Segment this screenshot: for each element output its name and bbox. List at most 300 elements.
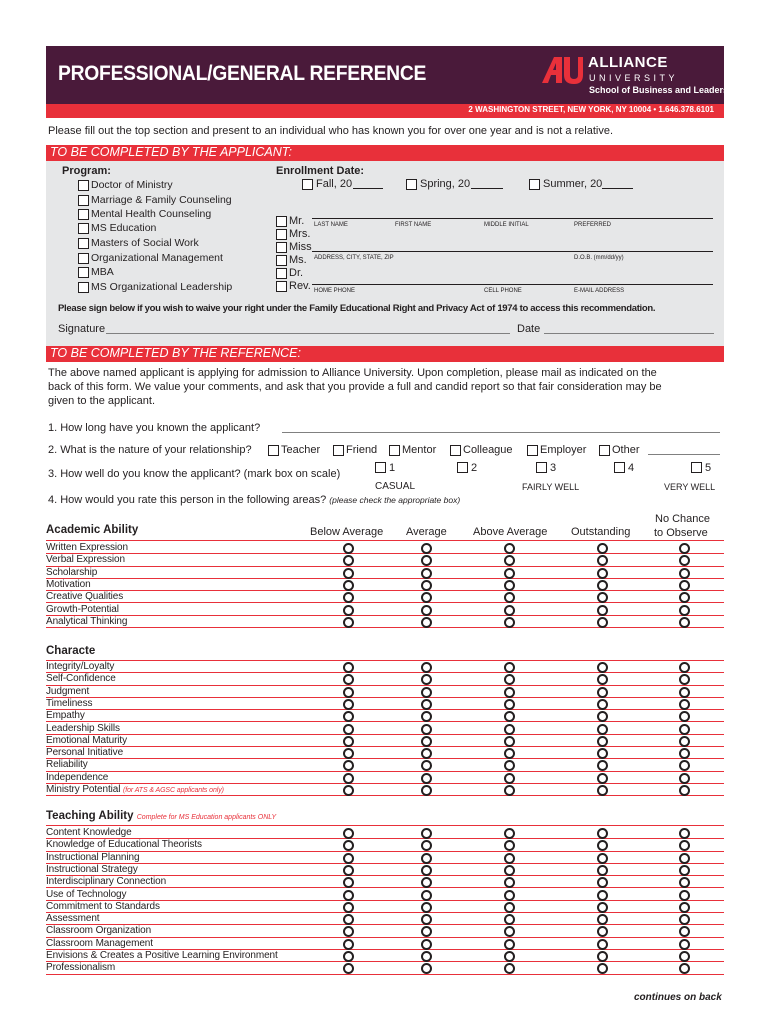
relationship-checkbox[interactable] [527,445,538,456]
reference-intro-line: given to the applicant. [48,395,156,407]
radio-above-average[interactable] [504,902,515,913]
reference-section-bar [46,346,724,362]
title-label: Ms. [289,254,307,266]
radio-below-average[interactable] [343,674,354,685]
radio-no-chance[interactable] [679,760,690,771]
radio-no-chance[interactable] [679,951,690,962]
radio-no-chance[interactable] [679,568,690,579]
relationship-label: Mentor [402,444,437,456]
radio-average[interactable] [421,840,432,851]
rating-row [46,913,724,925]
radio-average[interactable] [421,724,432,735]
radio-average[interactable] [421,902,432,913]
radio-above-average[interactable] [504,605,515,616]
radio-average[interactable] [421,939,432,950]
radio-outstanding[interactable] [597,711,608,722]
ministry-note: (for ATS & AGSC applicants only) [123,787,224,794]
relationship-label: Other [612,444,640,456]
radio-outstanding[interactable] [597,662,608,673]
radio-below-average[interactable] [343,555,354,566]
enrollment-fall-line[interactable] [353,188,383,189]
radio-below-average[interactable] [343,902,354,913]
radio-no-chance[interactable] [679,605,690,616]
rating-row [46,567,724,579]
radio-below-average[interactable] [343,711,354,722]
scale-label: 4 [628,462,635,474]
reference-section-title: TO BE COMPLETED BY THE REFERENCE: [50,346,301,360]
rating-row [46,542,724,554]
title-checkbox[interactable] [276,255,287,266]
radio-outstanding[interactable] [597,605,608,616]
form-title: PROFESSIONAL/GENERAL REFERENCE [58,62,427,85]
intro-text: Please fill out the top section and present to an individual who has known you for over one year and is not a relative. [48,125,614,137]
scale-checkbox[interactable] [375,462,386,473]
radio-no-chance[interactable] [679,748,690,759]
radio-outstanding[interactable] [597,877,608,888]
radio-below-average[interactable] [343,877,354,888]
radio-above-average[interactable] [504,724,515,735]
enrollment-summer-line[interactable] [602,188,633,189]
header-to-observe: to Observe [654,527,708,539]
rating-row-label: Personal Initiative [46,747,124,759]
radio-below-average[interactable] [343,865,354,876]
radio-no-chance[interactable] [679,724,690,735]
radio-no-chance[interactable] [679,674,690,685]
rating-row-label: Reliability [46,759,88,771]
radio-above-average[interactable] [504,840,515,851]
radio-below-average[interactable] [343,785,354,796]
radio-no-chance[interactable] [679,711,690,722]
radio-above-average[interactable] [504,674,515,685]
header-below-average: Below Average [310,526,384,538]
relationship-checkbox[interactable] [333,445,344,456]
radio-no-chance[interactable] [679,939,690,950]
relationship-checkbox[interactable] [450,445,461,456]
radio-average[interactable] [421,773,432,784]
middle-initial-caption: MIDDLE INITIAL [484,222,529,228]
radio-below-average[interactable] [343,963,354,974]
radio-above-average[interactable] [504,963,515,974]
radio-above-average[interactable] [504,877,515,888]
radio-above-average[interactable] [504,580,515,591]
rating-row-label: Assessment [46,913,100,925]
logo-name: ALLIANCE [588,54,668,71]
checkbox[interactable] [78,209,89,220]
radio-above-average[interactable] [504,592,515,603]
radio-outstanding[interactable] [597,687,608,698]
radio-below-average[interactable] [343,828,354,839]
radio-below-average[interactable] [343,592,354,603]
scale-casual: CASUAL [375,481,416,492]
radio-no-chance[interactable] [679,877,690,888]
header-average: Average [406,526,447,538]
radio-no-chance[interactable] [679,963,690,974]
title-label: Miss [289,241,312,253]
scale-very-well: VERY WELL [664,482,716,492]
applicant-section-bar [46,145,724,161]
rating-row-label: Independence [46,771,109,783]
radio-outstanding[interactable] [597,760,608,771]
contact-line[interactable] [312,284,713,285]
radio-no-chance[interactable] [679,592,690,603]
radio-average[interactable] [421,699,432,710]
relationship-label: Employer [540,444,587,456]
radio-no-chance[interactable] [679,687,690,698]
academic-ability-title: Academic Ability [46,524,139,536]
radio-above-average[interactable] [504,773,515,784]
radio-average[interactable] [421,543,432,554]
radio-no-chance[interactable] [679,865,690,876]
rating-row [46,784,724,796]
radio-average[interactable] [421,662,432,673]
radio-no-chance[interactable] [679,773,690,784]
radio-no-chance[interactable] [679,617,690,628]
radio-no-chance[interactable] [679,828,690,839]
email-caption: E-MAIL ADDRESS [574,288,625,294]
section-divider [46,540,724,541]
rating-row [46,759,724,771]
title-label: Mr. [289,215,305,227]
radio-outstanding[interactable] [597,939,608,950]
rating-row-label: Growth-Potential [46,603,119,615]
radio-average[interactable] [421,592,432,603]
last-name-caption: LAST NAME [314,222,348,228]
radio-above-average[interactable] [504,555,515,566]
radio-outstanding[interactable] [597,840,608,851]
radio-below-average[interactable] [343,914,354,925]
radio-no-chance[interactable] [679,555,690,566]
checkbox[interactable] [78,223,89,234]
rating-row [46,661,724,673]
scale-label: 5 [705,462,712,474]
rating-row [46,839,724,851]
radio-no-chance[interactable] [679,890,690,901]
radio-average[interactable] [421,674,432,685]
radio-outstanding[interactable] [597,580,608,591]
rating-row [46,616,724,628]
radio-average[interactable] [421,748,432,759]
radio-below-average[interactable] [343,580,354,591]
radio-outstanding[interactable] [597,592,608,603]
rating-row-label: Knowledge of Educational Theorists [46,839,202,851]
radio-average[interactable] [421,605,432,616]
radio-average[interactable] [421,736,432,747]
radio-above-average[interactable] [504,662,515,673]
rating-row-label: Empathy [46,710,85,722]
radio-outstanding[interactable] [597,890,608,901]
signature-line[interactable] [106,333,510,334]
rating-row-label: Analytical Thinking [46,615,128,627]
radio-below-average[interactable] [343,617,354,628]
home-phone-caption: HOME PHONE [314,288,356,294]
rating-row [46,554,724,566]
radio-above-average[interactable] [504,736,515,747]
radio-average[interactable] [421,555,432,566]
radio-below-average[interactable] [343,760,354,771]
radio-outstanding[interactable] [597,555,608,566]
checkbox[interactable] [78,180,89,191]
radio-average[interactable] [421,580,432,591]
rating-row [46,772,724,784]
enrollment-fall-checkbox[interactable] [302,179,313,190]
scale-checkbox[interactable] [691,462,702,473]
radio-above-average[interactable] [504,926,515,937]
radio-outstanding[interactable] [597,926,608,937]
rating-row [46,735,724,747]
radio-no-chance[interactable] [679,736,690,747]
radio-above-average[interactable] [504,828,515,839]
relationship-checkbox[interactable] [268,445,279,456]
radio-no-chance[interactable] [679,926,690,937]
rating-row-label: Instructional Strategy [46,863,138,875]
rating-row [46,950,724,962]
relationship-checkbox[interactable] [389,445,400,456]
enrollment-label: Enrollment Date: [276,165,365,177]
radio-outstanding[interactable] [597,674,608,685]
scale-checkbox[interactable] [536,462,547,473]
radio-below-average[interactable] [343,773,354,784]
title-checkbox[interactable] [276,268,287,279]
radio-below-average[interactable] [343,748,354,759]
logo-university: UNIVERSITY [589,73,679,83]
title-checkbox[interactable] [276,216,287,227]
radio-no-chance[interactable] [679,580,690,591]
other-line[interactable] [648,454,720,455]
radio-no-chance[interactable] [679,914,690,925]
radio-no-chance[interactable] [679,543,690,554]
alliance-logo [540,52,742,100]
radio-no-chance[interactable] [679,902,690,913]
scale-checkbox[interactable] [614,462,625,473]
radio-outstanding[interactable] [597,785,608,796]
rating-row [46,710,724,722]
radio-average[interactable] [421,828,432,839]
enrollment-summer-checkbox[interactable] [529,179,540,190]
relationship-checkbox[interactable] [599,445,610,456]
radio-below-average[interactable] [343,840,354,851]
checkbox[interactable] [78,267,89,278]
rating-row [46,876,724,888]
header-above-average: Above Average [473,526,548,538]
radio-average[interactable] [421,914,432,925]
radio-outstanding[interactable] [597,902,608,913]
rating-row-label: Motivation [46,578,91,590]
rating-row [46,901,724,913]
radio-below-average[interactable] [343,951,354,962]
title-label: Dr. [289,267,304,279]
radio-average[interactable] [421,853,432,864]
relationship-label: Colleague [463,444,513,456]
radio-average[interactable] [421,785,432,796]
scale-label: 1 [389,462,396,474]
title-checkbox[interactable] [276,229,287,240]
radio-above-average[interactable] [504,760,515,771]
address-bar [46,104,724,118]
question-3: 3. How well do you know the applicant? (mark box on scale) [48,468,341,480]
radio-outstanding[interactable] [597,963,608,974]
title-checkbox[interactable] [276,281,287,292]
radio-above-average[interactable] [504,687,515,698]
radio-above-average[interactable] [504,617,515,628]
radio-above-average[interactable] [504,914,515,925]
question-4: 4. How would you rate this person in the following areas? (please check the appropriate box) [48,494,461,506]
radio-below-average[interactable] [343,853,354,864]
radio-average[interactable] [421,568,432,579]
radio-below-average[interactable] [343,605,354,616]
enrollment-summer-label: Summer, 20 [543,178,603,190]
teaching-ability-title: Teaching Ability Complete for MS Education applicants ONLY [46,810,277,822]
rating-row [46,591,724,603]
rating-row-label: Leadership Skills [46,722,120,734]
scale-fairly-well: FAIRLY WELL [522,482,580,492]
radio-outstanding[interactable] [597,543,608,554]
rating-row [46,747,724,759]
header-banner [46,46,742,104]
reference-intro-line: back of this form. We value your comments, and ask that you provide a full and candid report so that fair consideration may be [48,381,662,393]
radio-no-chance[interactable] [679,662,690,673]
rating-row-label: Verbal Expression [46,554,125,566]
rating-row [46,673,724,685]
radio-above-average[interactable] [504,568,515,579]
radio-outstanding[interactable] [597,828,608,839]
enrollment-spring-checkbox[interactable] [406,179,417,190]
radio-above-average[interactable] [504,853,515,864]
enrollment-spring-label: Spring, 20 [420,178,471,190]
enrollment-fall-label: Fall, 20 [316,178,353,190]
radio-above-average[interactable] [504,748,515,759]
date-label: Date [517,323,541,335]
radio-above-average[interactable] [504,785,515,796]
radio-below-average[interactable] [343,926,354,937]
radio-average[interactable] [421,926,432,937]
radio-average[interactable] [421,760,432,771]
radio-average[interactable] [421,877,432,888]
radio-outstanding[interactable] [597,853,608,864]
scale-label: 3 [550,462,557,474]
radio-below-average[interactable] [343,736,354,747]
rating-row [46,938,724,950]
radio-outstanding[interactable] [597,865,608,876]
question-1: 1. How long have you known the applicant? [48,422,261,434]
character-title: Characte [46,645,96,657]
radio-outstanding[interactable] [597,568,608,579]
scale-checkbox[interactable] [457,462,468,473]
address-caption: ADDRESS, CITY, STATE, ZIP [314,255,394,261]
radio-outstanding[interactable] [597,748,608,759]
question-4-note: (please check the appropriate box) [329,495,461,505]
date-line[interactable] [544,333,714,334]
radio-above-average[interactable] [504,865,515,876]
rating-row-label: Classroom Management [46,937,153,949]
radio-outstanding[interactable] [597,773,608,784]
rating-row [46,925,724,937]
radio-average[interactable] [421,890,432,901]
radio-above-average[interactable] [504,939,515,950]
radio-below-average[interactable] [343,724,354,735]
radio-below-average[interactable] [343,687,354,698]
radio-outstanding[interactable] [597,617,608,628]
checkbox[interactable] [78,238,89,249]
radio-below-average[interactable] [343,939,354,950]
name-line[interactable] [312,218,713,219]
header-outstanding: Outstanding [571,526,631,538]
applicant-section-title: TO BE COMPLETED BY THE APPLICANT: [50,145,292,159]
radio-below-average[interactable] [343,543,354,554]
radio-above-average[interactable] [504,711,515,722]
rating-row-label: Interdisciplinary Connection [46,876,167,888]
rating-row-label: Scholarship [46,566,98,578]
continues-on-back: continues on back [634,992,722,1003]
teaching-note: Complete for MS Education applicants ONLY [136,814,277,821]
radio-below-average[interactable] [343,568,354,579]
rating-row [46,698,724,710]
preferred-caption: PREFERRED [574,222,612,228]
rating-row [46,889,724,901]
address-text: 2 WASHINGTON STREET, NEW YORK, NY 10004 • 1.646.378.6101 [468,105,714,114]
radio-average[interactable] [421,711,432,722]
radio-outstanding[interactable] [597,951,608,962]
address-line[interactable] [312,251,713,252]
radio-above-average[interactable] [504,543,515,554]
radio-average[interactable] [421,865,432,876]
radio-no-chance[interactable] [679,840,690,851]
rating-row [46,962,724,974]
title-checkbox[interactable] [276,242,287,253]
rating-row-label: Use of Technology [46,888,127,900]
question-1-answer-line[interactable] [282,432,720,433]
radio-outstanding[interactable] [597,736,608,747]
rating-row-label: Commitment to Standards [46,900,160,912]
enrollment-spring-line[interactable] [471,188,503,189]
relationship-label: Friend [346,444,378,456]
radio-average[interactable] [421,963,432,974]
radio-below-average[interactable] [343,699,354,710]
radio-above-average[interactable] [504,890,515,901]
rating-row-label: Instructional Planning [46,851,140,863]
radio-no-chance[interactable] [679,853,690,864]
title-label: Rev. [289,280,311,292]
radio-below-average[interactable] [343,662,354,673]
rating-row-label: Envisions & Creates a Positive Learning Environment [46,950,278,961]
checkbox[interactable] [78,253,89,264]
radio-average[interactable] [421,617,432,628]
rating-row-label: Written Expression [46,542,128,553]
rating-row-label: Emotional Maturity [46,734,128,746]
radio-average[interactable] [421,951,432,962]
radio-above-average[interactable] [504,699,515,710]
radio-no-chance[interactable] [679,785,690,796]
radio-average[interactable] [421,687,432,698]
rating-row-label: Judgment [46,685,90,697]
rating-row [46,579,724,591]
rating-row-label: Integrity/Loyalty [46,661,115,672]
checkbox[interactable] [78,282,89,293]
radio-below-average[interactable] [343,890,354,901]
radio-outstanding[interactable] [597,914,608,925]
rating-row [46,723,724,735]
rating-row-label: Ministry Potential (for ATS & AGSC applicants only) [46,784,224,795]
signature-label: Signature [58,323,106,335]
checkbox[interactable] [78,195,89,206]
alliance-logo-icon [540,55,584,85]
radio-no-chance[interactable] [679,699,690,710]
rating-row [46,864,724,876]
radio-outstanding[interactable] [597,724,608,735]
reference-intro-line: The above named applicant is applying for admission to Alliance University. Upon completion, please mail as indicated on the [48,367,657,379]
radio-above-average[interactable] [504,951,515,962]
radio-outstanding[interactable] [597,699,608,710]
rating-row-label: Content Knowledge [46,827,132,838]
